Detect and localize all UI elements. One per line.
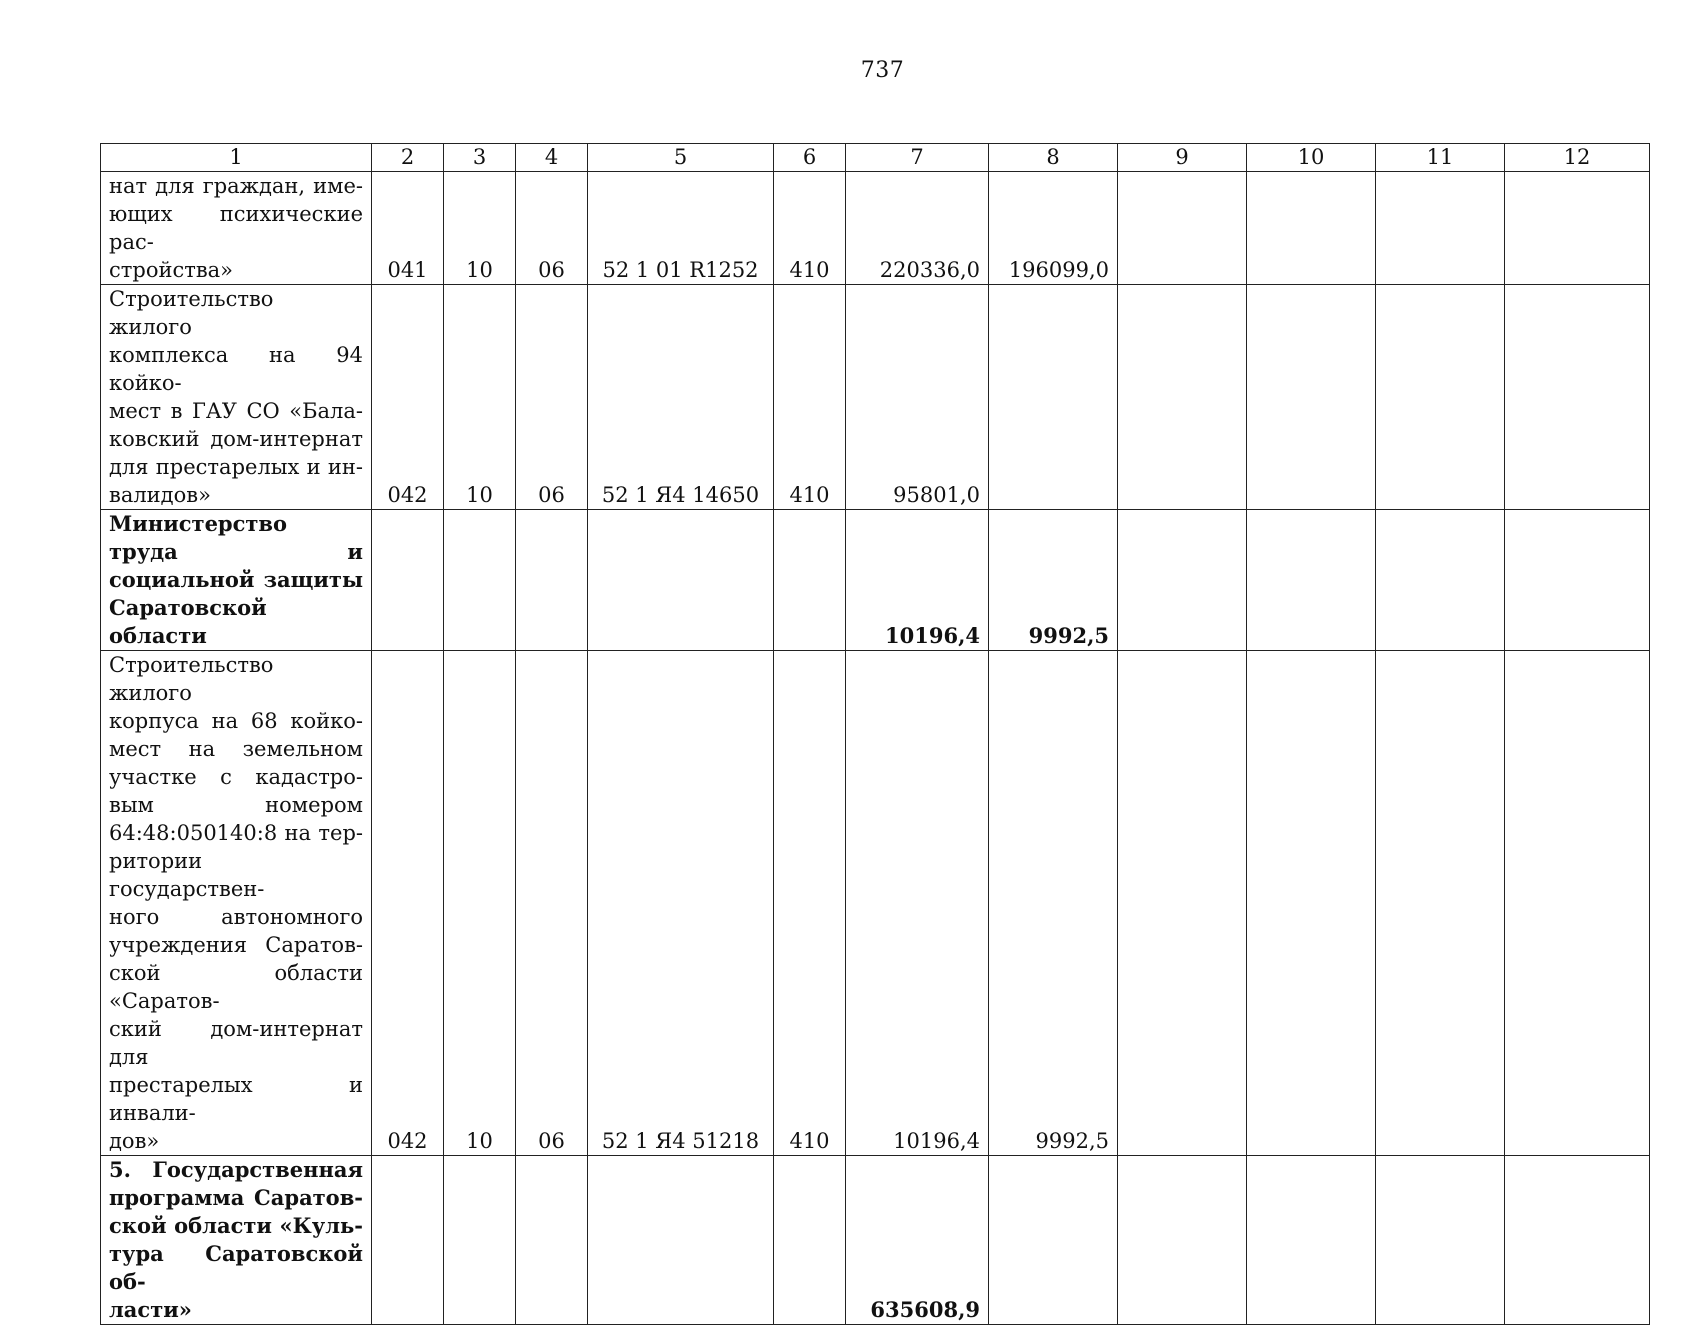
row-name-line: стройства»	[109, 258, 234, 282]
amount-col9	[1118, 510, 1247, 651]
amount-col12	[1505, 510, 1650, 651]
column-header: 3	[444, 144, 516, 172]
amount-col8	[989, 1156, 1118, 1325]
expense-type-code	[774, 510, 846, 651]
amount-col11	[1376, 172, 1505, 285]
subsection-code: 06	[516, 651, 588, 1156]
amount-col10	[1247, 1156, 1376, 1325]
amount-col9	[1118, 285, 1247, 510]
row-name	[101, 172, 372, 285]
section-code: 10	[444, 172, 516, 285]
subsection-code: 06	[516, 172, 588, 285]
target-article-code: 52 1 Я4 51218	[588, 651, 774, 1156]
column-header: 10	[1247, 144, 1376, 172]
row-name-line: валидов»	[109, 483, 211, 507]
row-name-line: комплекса на 94 койко-	[109, 343, 363, 395]
amount-col10	[1247, 651, 1376, 1156]
row-name-line: престарелых и инвали-	[109, 1073, 363, 1125]
row-name-line: 5. Государственная	[109, 1157, 363, 1182]
row-name	[101, 651, 372, 1156]
target-article-code	[588, 1156, 774, 1325]
row-name-line: корпуса на 68 койко-	[109, 709, 363, 733]
row-name-line: дов»	[109, 1129, 160, 1153]
column-header: 5	[588, 144, 774, 172]
row-name-line: ский дом-интернат для	[109, 1017, 363, 1069]
ministry-code: 042	[372, 651, 444, 1156]
expense-type-code: 410	[774, 651, 846, 1156]
row-name-line: мест в ГАУ СО «Бала-	[109, 399, 363, 423]
subsection-code	[516, 1156, 588, 1325]
amount-col12	[1505, 651, 1650, 1156]
section-code	[444, 1156, 516, 1325]
amount-col12	[1505, 285, 1650, 510]
row-name-line: мест на земельном	[109, 737, 363, 761]
column-number-header	[101, 144, 1650, 172]
ministry-code	[372, 510, 444, 651]
table-row	[101, 510, 1650, 651]
table-row	[101, 172, 1650, 285]
table-row	[101, 1156, 1650, 1325]
row-name	[101, 285, 372, 510]
column-header: 12	[1505, 144, 1650, 172]
row-name-line: 64:48:050140:8 на тер-	[109, 821, 363, 845]
amount-col7: 10196,4	[846, 510, 989, 651]
amount-col12	[1505, 172, 1650, 285]
row-name-line: участке с кадастро-	[109, 765, 363, 789]
ministry-code: 042	[372, 285, 444, 510]
row-name-line: ской области «Саратов-	[109, 961, 363, 1013]
column-header: 1	[101, 144, 372, 172]
amount-col8: 9992,5	[989, 510, 1118, 651]
subsection-code: 06	[516, 285, 588, 510]
row-name-line: ритории государствен-	[109, 849, 265, 901]
amount-col7: 10196,4	[846, 651, 989, 1156]
row-name-line: ской области «Куль-	[109, 1213, 363, 1238]
column-header: 9	[1118, 144, 1247, 172]
section-code: 10	[444, 651, 516, 1156]
amount-col9	[1118, 651, 1247, 1156]
column-header: 2	[372, 144, 444, 172]
subsection-code	[516, 510, 588, 651]
amount-col10	[1247, 285, 1376, 510]
row-name-line: ющих психические рас-	[109, 202, 363, 254]
target-article-code	[588, 510, 774, 651]
row-name-line: нат для граждан, име-	[109, 174, 363, 198]
row-name-line: тура Саратовской об-	[109, 1241, 363, 1294]
expense-type-code	[774, 1156, 846, 1325]
amount-col11	[1376, 651, 1505, 1156]
row-name-line: ного автономного	[109, 905, 363, 929]
amount-col11	[1376, 1156, 1505, 1325]
section-code: 10	[444, 285, 516, 510]
target-article-code: 52 1 01 R1252	[588, 172, 774, 285]
ministry-code: 041	[372, 172, 444, 285]
row-name-line: Министерство труда и	[109, 511, 363, 564]
amount-col9	[1118, 1156, 1247, 1325]
row-name-line: вым номером	[109, 793, 363, 817]
amount-col8: 9992,5	[989, 651, 1118, 1156]
amount-col11	[1376, 510, 1505, 651]
amount-col7: 635608,9	[846, 1156, 989, 1325]
row-name-line: ковский дом-интернат	[109, 427, 363, 451]
amount-col7: 95801,0	[846, 285, 989, 510]
section-code	[444, 510, 516, 651]
expense-type-code: 410	[774, 285, 846, 510]
row-name-line: ласти»	[109, 1297, 192, 1322]
row-name-line: социальной защиты	[109, 567, 363, 592]
column-header: 11	[1376, 144, 1505, 172]
amount-col11	[1376, 285, 1505, 510]
amount-col8	[989, 285, 1118, 510]
row-name-line: программа Саратов-	[109, 1185, 363, 1210]
amount-col10	[1247, 510, 1376, 651]
ministry-code	[372, 1156, 444, 1325]
row-name-line: Строительство жилого	[109, 653, 274, 705]
column-header: 6	[774, 144, 846, 172]
amount-col10	[1247, 172, 1376, 285]
row-name	[101, 510, 372, 651]
amount-col7: 220336,0	[846, 172, 989, 285]
row-name-line: учреждения Саратов-	[109, 933, 363, 957]
column-header: 4	[516, 144, 588, 172]
row-name-line: Строительство жилого	[109, 287, 274, 339]
budget-table	[100, 143, 1650, 1325]
column-header: 8	[989, 144, 1118, 172]
amount-col12	[1505, 1156, 1650, 1325]
expense-type-code: 410	[774, 172, 846, 285]
row-name	[101, 1156, 372, 1325]
row-name-line: Саратовской области	[109, 595, 267, 648]
page-number: 737	[860, 58, 905, 83]
table-row	[101, 285, 1650, 510]
amount-col9	[1118, 172, 1247, 285]
column-header: 7	[846, 144, 989, 172]
target-article-code: 52 1 Я4 14650	[588, 285, 774, 510]
table-row	[101, 651, 1650, 1156]
amount-col8: 196099,0	[989, 172, 1118, 285]
row-name-line: для престарелых и ин-	[109, 455, 363, 479]
